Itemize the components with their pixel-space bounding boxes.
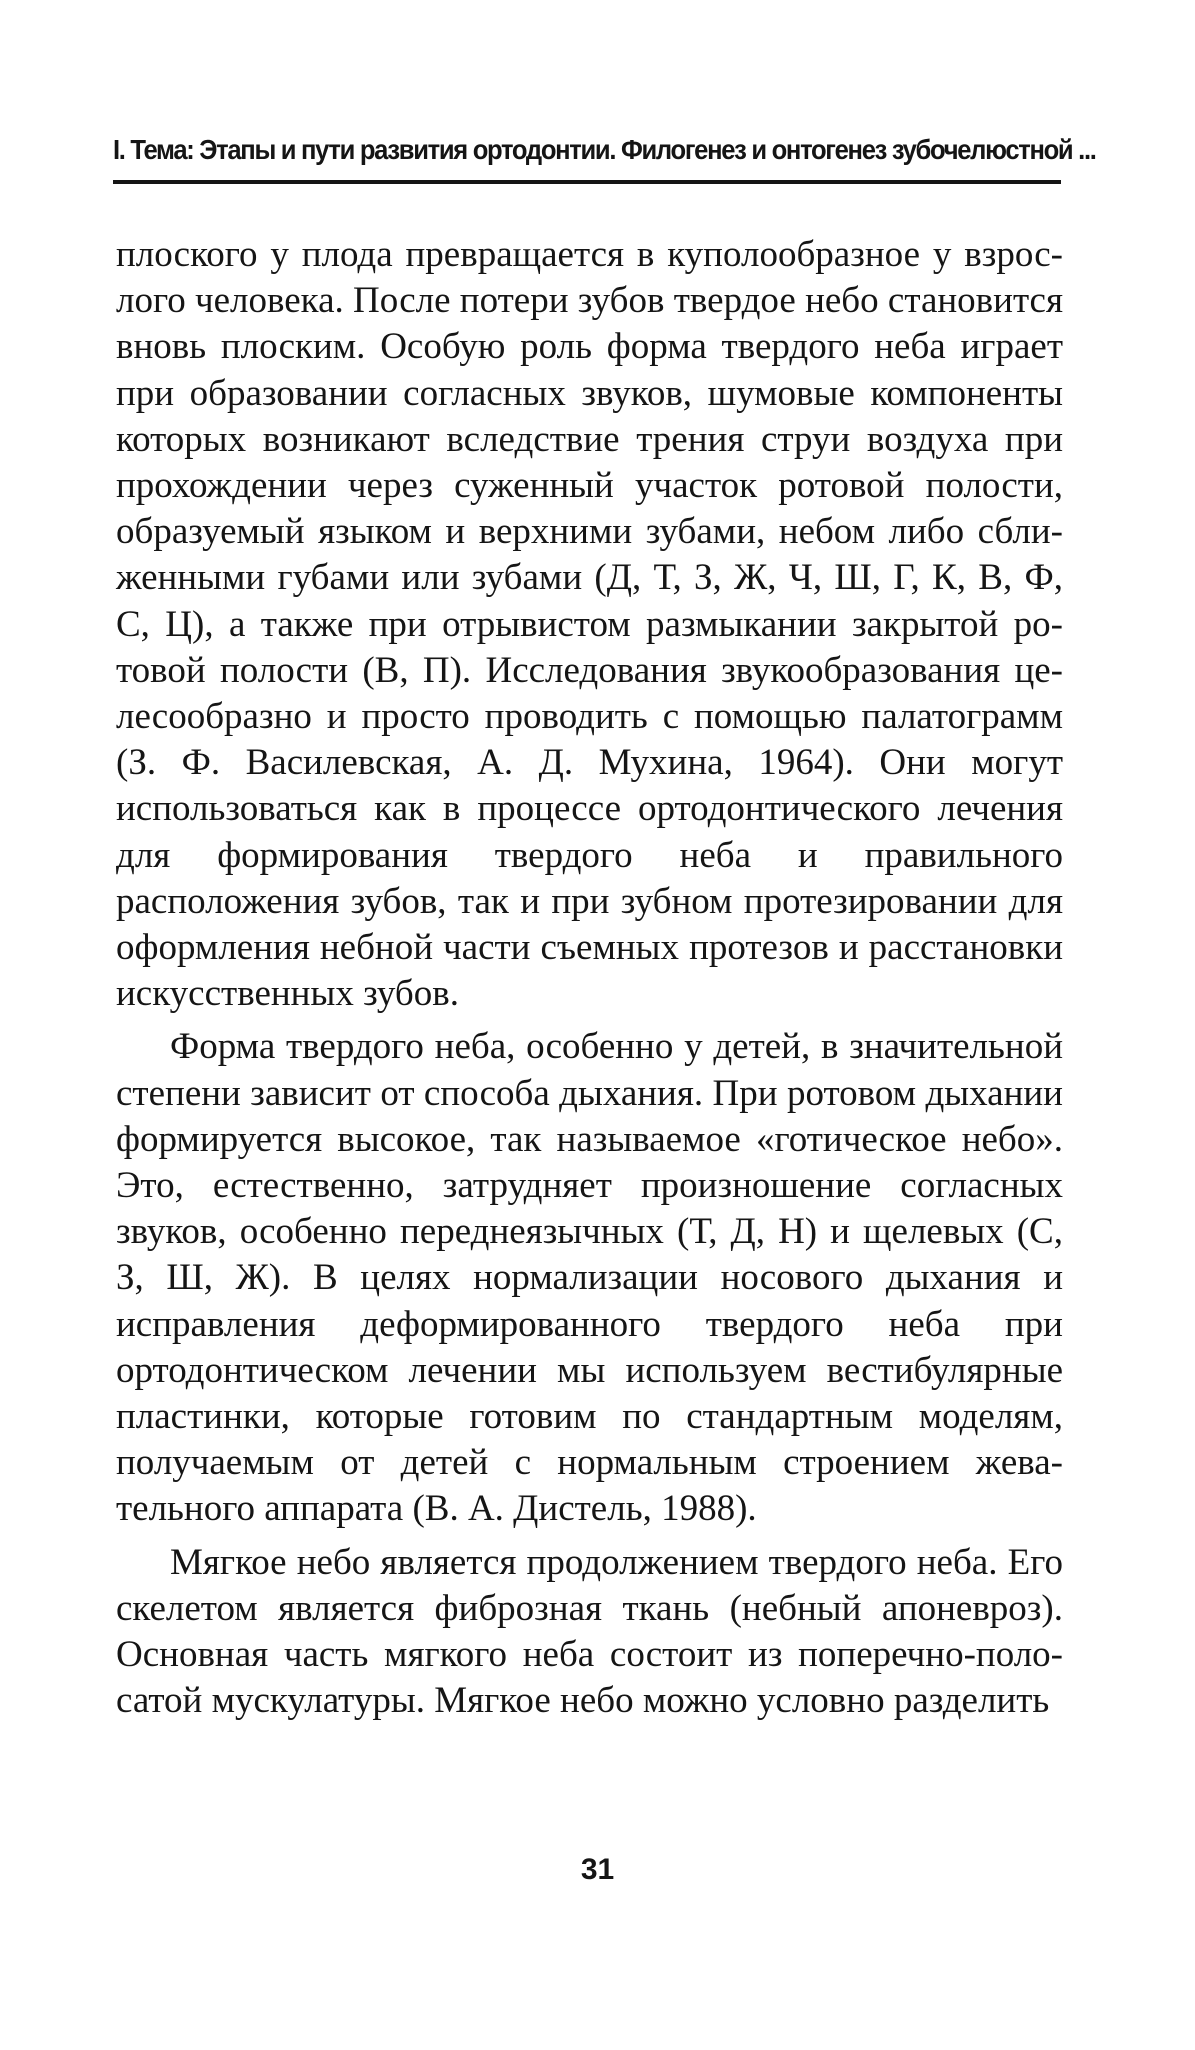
paragraph-3: Мягкое небо является продолжением твердого неба. Его скелетом является фиброзная ткань (небный апоневроз). Основная часть мягкого неба состоит из поперечно-полосатой мускулатуры. Мягкое небо можно условно разделить bbox=[116, 1541, 1063, 1722]
body-text bbox=[116, 232, 1063, 1725]
header-rule bbox=[113, 180, 1061, 184]
page-number: 31 bbox=[580, 1853, 615, 1886]
running-head: I. Тема: Этапы и пути развития ортодонтии. Филогенез и онтогенез зубочелюстной ... bbox=[113, 134, 1096, 165]
paragraph-1: плоского у плода превращается в куполообразное у взрослого человека. После потери зубов твердое небо становится вновь плоским. Особую роль форма твердого неба играет при образовании согласных звуков, шумовые компоненты которых возникают вследствие трения струи воздуха при прохождении через суженный участок ротовой полости, образуемый языком и верхними зубами, небом либо сближенными губами или зубами (Д, Т, З, Ж, Ч, Ш, Г, К, В, Ф, С, Ц), а также при отрывистом размыкании закрытой ротовой полости (В, П). Исследования звукообразования целесообразно и просто проводить с помощью палатограмм (З. Ф. Василевская, А. Д. Мухина, 1964). Они могут использоваться как в процессе ортодонтического лечения для формирования твердого неба и правильного расположения зубов, так и при зубном протезировании для оформления небной части съемных протезов и расстановки искусственных зубов. bbox=[116, 234, 1063, 1015]
paragraph-2: Форма твердого неба, особенно у детей, в значительной степени зависит от способа дыхания. При ротовом дыхании формируется высокое, так называемое «готическое небо». Это, естественно, затрудняет произношение согласных звуков, особенно переднеязычных (Т, Д, Н) и щелевых (С, З, Ш, Ж). В целях нормализации носового дыхания и исправления деформированного твердого неба при ортодонтическом лечении мы используем вестибулярные пластинки, которые готовим по стандартным моделям, получаемым от детей с нормальным строением жевательного аппарата (В. А. Дистель, 1988). bbox=[116, 1026, 1063, 1530]
